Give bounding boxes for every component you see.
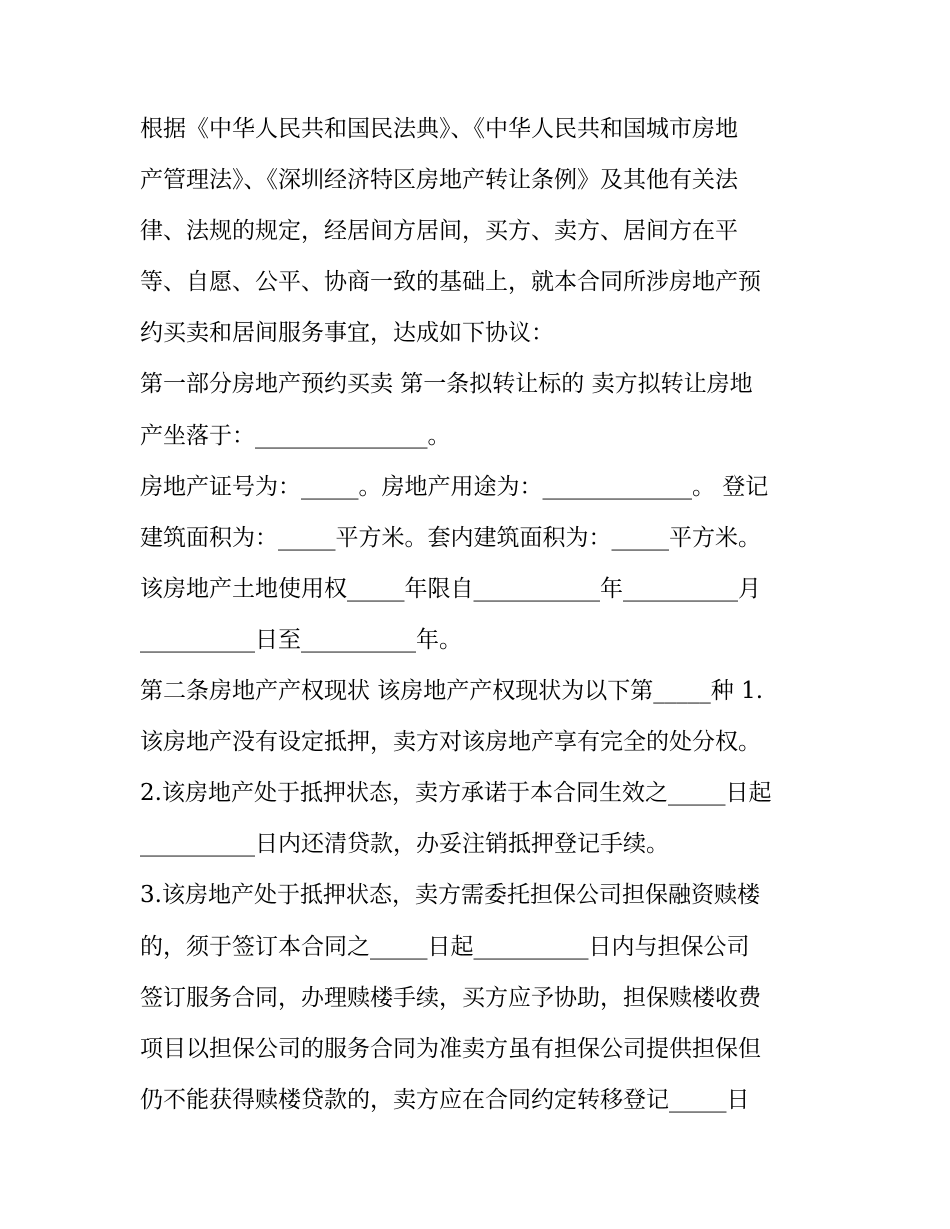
text-line: 该房地产土地使用权_____年限自___________年__________月 bbox=[140, 575, 761, 602]
text-line: 房地产证号为：_____。房地产用途为：_____________。 登记 bbox=[140, 473, 769, 500]
text-line: __________日内还清贷款，办妥注销抵押登记手续。 bbox=[140, 831, 669, 858]
text-line: 第二条房地产产权现状 该房地产产权现状为以下第_____种 1. bbox=[140, 678, 764, 705]
text-line: 该房地产没有设定抵押，卖方对该房地产享有完全的处分权。 bbox=[140, 729, 761, 756]
text-line: 签订服务合同，办理赎楼手续，买方应予协助，担保赎楼收费 bbox=[140, 984, 761, 1011]
text-line: 产管理法》、《深圳经济特区房地产转让条例》及其他有关法 bbox=[140, 167, 738, 194]
contract-body bbox=[140, 104, 820, 1126]
text-line: 约买卖和居间服务事宜，达成如下协议： bbox=[140, 320, 554, 347]
text-line: 根据《中华人民共和国民法典》、《中华人民共和国城市房地 bbox=[140, 116, 738, 142]
text-line: __________日至__________年。 bbox=[140, 626, 462, 653]
text-line: 律、法规的规定，经居间方居间，买方、卖方、居间方在平 bbox=[140, 218, 738, 245]
text-line: 建筑面积为：_____平方米。套内建筑面积为：_____平方米。 bbox=[140, 524, 761, 551]
text-line: 仍不能获得赎楼贷款的，卖方应在合同约定转移登记_____日 bbox=[140, 1086, 750, 1113]
text-line: 的，须于签订本合同之_____日起__________日内与担保公司 bbox=[140, 933, 750, 960]
text-line: 2.该房地产处于抵押状态，卖方承诺于本合同生效之_____日起 bbox=[140, 780, 772, 807]
text-line: 第一部分房地产预约买卖 第一条拟转让标的 卖方拟转让房地 bbox=[140, 371, 753, 398]
text-line: 项目以担保公司的服务合同为准卖方虽有担保公司提供担保但 bbox=[140, 1035, 761, 1062]
text-line: 3.该房地产处于抵押状态，卖方需委托担保公司担保融资赎楼 bbox=[140, 882, 760, 909]
text-line: 等、自愿、公平、协商一致的基础上，就本合同所涉房地产预 bbox=[140, 269, 761, 296]
text-line: 产坐落于：_______________。 bbox=[140, 422, 451, 449]
